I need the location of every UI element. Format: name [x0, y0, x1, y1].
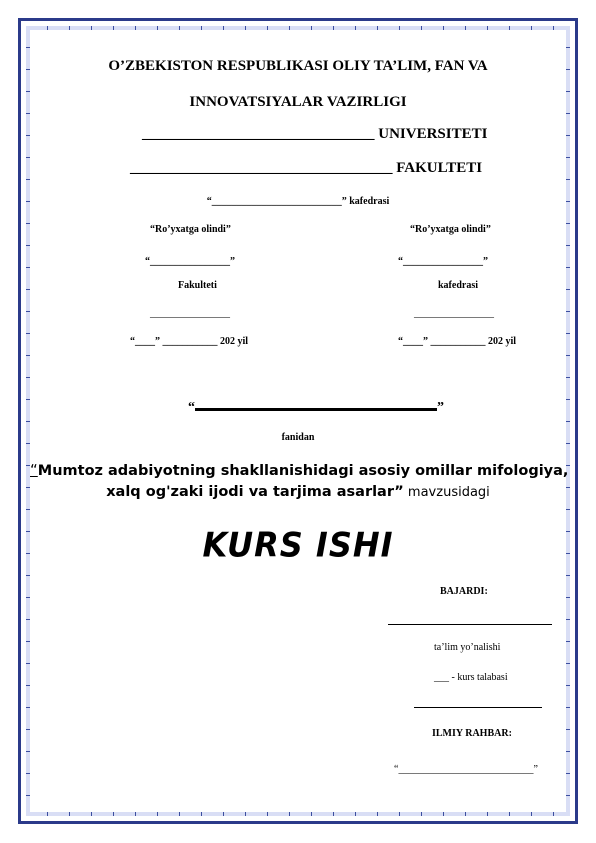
- performer-name-line: [388, 624, 552, 625]
- subject-line: [188, 396, 444, 416]
- left-date: “____” ___________ 202 yil: [130, 336, 249, 347]
- left-blank: ________________: [150, 308, 230, 319]
- department-line: “__________________________” kafedrasi: [206, 196, 390, 207]
- title-page: [30, 30, 569, 812]
- performer-course: ___ - kurs talabasi: [434, 672, 508, 683]
- topic-open-quote: “: [30, 461, 38, 479]
- performer-group-line: [414, 707, 542, 708]
- subject-open-quote: “: [188, 400, 195, 415]
- topic-line-1: [30, 460, 569, 481]
- left-registered: “Ro’yxatga olindi”: [150, 224, 231, 235]
- faculty-line: ___________________________________ FAKULTETI: [130, 160, 483, 176]
- topic-suffix: mavzusidagi: [403, 485, 490, 500]
- supervisor-label: ILMIY RAHBAR:: [432, 728, 512, 739]
- right-blank: ________________: [414, 308, 494, 319]
- work-title: KURS ISHI: [202, 525, 394, 565]
- right-date: “____” ___________ 202 yil: [398, 336, 517, 347]
- topic-text-2: xalq og'zaki ijodi va tarjima asarlar: [106, 484, 395, 500]
- supervisor-name-blank: “___________________________”: [394, 764, 538, 775]
- subject-caption: fanidan: [281, 432, 315, 443]
- ministry-line-2: INNOVATSIYALAR VAZIRLIGI: [189, 94, 407, 110]
- left-faculty-label: Fakulteti: [178, 280, 217, 291]
- ministry-line-1: O’ZBEKISTON RESPUBLIKASI OLIY TA’LIM, FAN VA: [108, 58, 488, 74]
- topic-text-1: Mumtoz adabiyotning shakllanishidagi asosiy omillar mifologiya,: [37, 463, 569, 479]
- university-line: _______________________________ UNIVERSITETI: [142, 126, 488, 142]
- topic-line-2: [30, 482, 566, 503]
- subject-close-quote: ”: [437, 400, 444, 415]
- right-quote-blank: “________________”: [398, 256, 488, 267]
- performer-label: BAJARDI:: [440, 586, 488, 597]
- left-quote-blank: “________________”: [145, 256, 235, 267]
- right-department-label: kafedrasi: [438, 280, 478, 291]
- performer-direction: ta’lim yo’nalishi: [434, 642, 501, 653]
- subject-blank: [195, 396, 437, 411]
- topic-close-quote: ”: [394, 484, 404, 500]
- right-registered: “Ro’yxatga olindi”: [410, 224, 491, 235]
